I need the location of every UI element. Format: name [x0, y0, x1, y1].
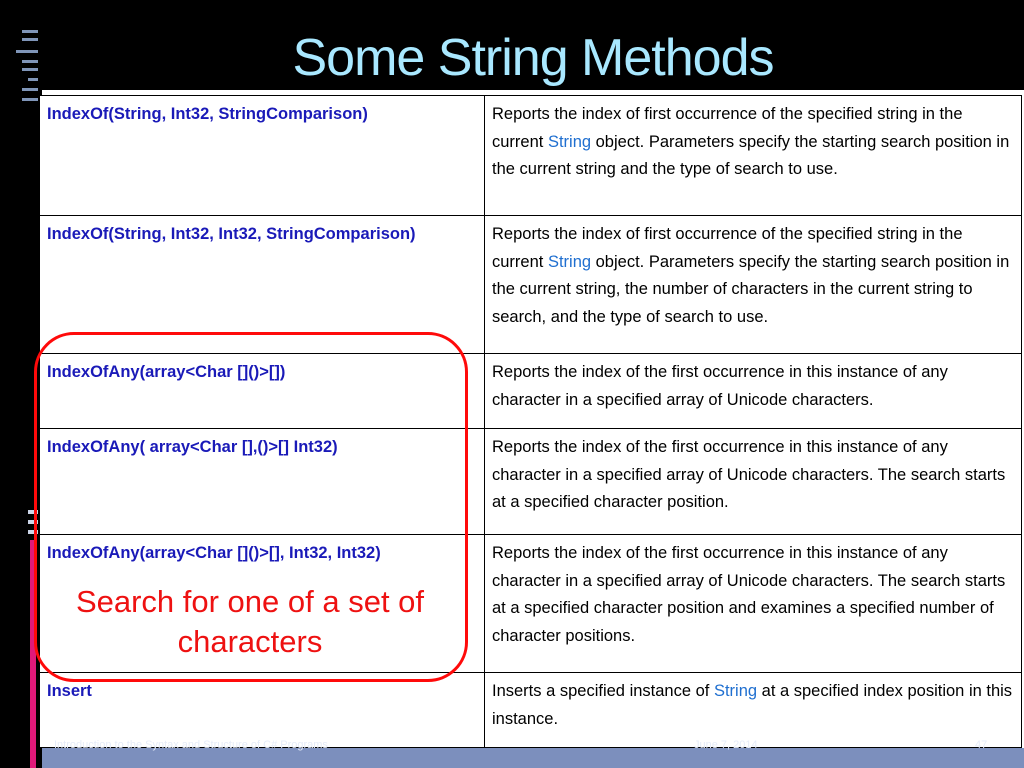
table-row [40, 429, 1022, 535]
method-name: IndexOfAny( array<Char [],()>[] Int32) [40, 429, 485, 535]
footer-course-title: Introduction to the Syntax and Structure of C# Programs [54, 739, 328, 751]
table-row [40, 96, 1022, 216]
method-description: Inserts a specified instance of String at a specified index position in this instance. [485, 673, 1022, 748]
method-description: Reports the index of first occurrence of the specified string in the current String object. Parameters specify the starting search position in the current string, the number of characters in the current string to search, and the type of search to use. [485, 216, 1022, 354]
method-description: Reports the index of the first occurrence in this instance of any character in a specified array of Unicode characters. The search starts at a specified character position. [485, 429, 1022, 535]
table-row [40, 216, 1022, 354]
method-name: IndexOf(String, Int32, StringComparison) [40, 96, 485, 216]
string-type-link: String [547, 132, 592, 151]
table-row [40, 673, 1022, 748]
method-name: IndexOfAny(array<Char []()>[]) [40, 354, 485, 429]
method-description: Reports the index of the first occurrence in this instance of any character in a specified array of Unicode characters. [485, 354, 1022, 429]
callout-text: Search for one of a set of characters [75, 584, 425, 659]
slide-number: 47 [975, 739, 988, 751]
accent-bar [30, 540, 36, 768]
method-name: IndexOfAny(array<Char []()>[], Int32, Int32) [40, 535, 485, 673]
side-marker-decoration [28, 508, 38, 538]
slide-title: Some String Methods [292, 29, 774, 87]
corner-decoration [0, 20, 40, 130]
method-name: IndexOf(String, Int32, Int32, StringComparison) [40, 216, 485, 354]
method-name: Insert [40, 673, 485, 748]
method-description: Reports the index of first occurrence of the specified string in the current String object. Parameters specify the starting search position in the current string and the type of search to use. [485, 96, 1022, 216]
table-row [40, 354, 1022, 429]
footer-date: June 7, 2014 [694, 739, 758, 751]
string-type-link: String [547, 252, 592, 271]
string-type-link: String [713, 682, 758, 700]
method-description: Reports the index of the first occurrence in this instance of any character in a specified array of Unicode characters. The search starts at a specified character position and examines a specified number of character positions. [485, 535, 1022, 673]
